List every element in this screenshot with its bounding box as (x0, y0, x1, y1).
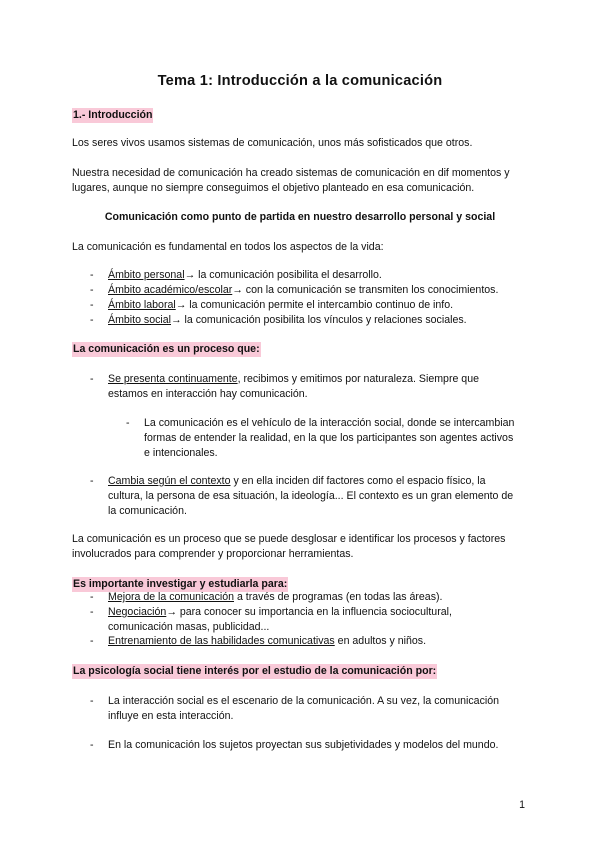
list-item-term: Mejora de la comunicación (108, 591, 235, 603)
bullet: - (90, 284, 94, 296)
list-item-text: → la comunicación posibilita los vínculos y relaciones sociales. (171, 314, 467, 326)
page-title: Tema 1: Introducción a la comunicación (157, 73, 443, 89)
list-item-text: → con la comunicación se transmiten los conocimientos. (232, 284, 499, 296)
bullet: - (90, 373, 94, 385)
list-item-text: en adultos y niños. (334, 635, 427, 647)
bullet: - (90, 299, 94, 311)
bullet: - (90, 475, 94, 487)
bullet: - (90, 635, 94, 647)
list-item (108, 283, 528, 298)
section-heading-text: La comunicación es un proceso que: (73, 343, 260, 355)
list-item-term: Cambia según el contexto (108, 475, 231, 487)
list-item-term: Ámbito personal (108, 269, 185, 281)
list-item-text: → la comunicación permite el intercambio continuo de info. (175, 299, 454, 311)
bullet: - (90, 591, 94, 603)
list-item (108, 268, 528, 283)
list-item-term: Entrenamiento de las habilidades comunicativas (108, 635, 335, 647)
list-item-term: Ámbito social (108, 314, 171, 326)
list-item-text: a través de programas (en todas las áreas). (234, 591, 443, 603)
bullet: - (126, 417, 130, 429)
intro-paragraph-1: Los seres vivos usamos sistemas de comunicación, unos más sofisticados que otros. (72, 137, 473, 149)
intro-paragraph-2: Nuestra necesidad de comunicación ha creado sistemas de comunicación en dif momentos y lugares, aunque no siempre conseguimos el objetivo planteado en esa comunicación. (72, 167, 510, 194)
section-heading-text: 1.- Introducción (73, 109, 153, 121)
list-item (108, 634, 528, 649)
sub-list-item: La comunicación es el vehículo de la interacción social, donde se intercambian formas de entender la realidad, en la que los participantes son agentes activos e intencionales. (144, 417, 515, 459)
section-heading-introduccion (72, 108, 528, 123)
list-item-term: Negociación (108, 606, 167, 618)
list-item-term: Se presenta continuamente (108, 373, 238, 385)
subheading: Comunicación como punto de partida en nuestro desarrollo personal y social (104, 211, 496, 223)
list-item (108, 474, 520, 519)
proceso-paragraph: La comunicación es un proceso que se puede desglosar e identificar los procesos y factores involucrados para comprender y proporcionar herramientas. (72, 533, 506, 560)
list-item-term: Ámbito académico/escolar (108, 284, 233, 296)
list-item-text: , recibimos y emitimos por naturaleza. Siempre que estamos en interacción hay comunicación. (108, 373, 479, 400)
section-heading-text: Es importante investigar y estudiarla para: (73, 578, 288, 590)
list-item (108, 590, 528, 605)
bullet: - (90, 739, 94, 751)
list-item-text: y en ella inciden dif factores como el espacio físico, la cultura, la persona de esa situación, la ideología... El contexto es un gran elemento de la comunicación. (108, 475, 514, 517)
list-item: La interacción social es el escenario de la comunicación. A su vez, la comunicación influye en esta interacción. (108, 695, 500, 722)
list-item (108, 372, 514, 402)
ambitos-intro: La comunicación es fundamental en todos los aspectos de la vida: (72, 241, 384, 253)
bullet: - (90, 695, 94, 707)
bullet: - (90, 314, 94, 326)
list-item: En la comunicación los sujetos proyectan sus subjetividades y modelos del mundo. (108, 739, 499, 751)
bullet: - (90, 606, 94, 618)
section-heading-text: La psicología social tiene interés por el estudio de la comunicación por: (73, 665, 437, 677)
list-item-term: Ámbito laboral (108, 299, 176, 311)
section-heading-psicologia (72, 664, 528, 679)
list-item (108, 298, 528, 313)
bullet: - (90, 269, 94, 281)
list-item-text: → la comunicación posibilita el desarrollo. (184, 269, 382, 281)
page-number: 1 (519, 799, 525, 811)
section-heading-proceso (72, 342, 528, 357)
list-item-text: → para conocer su importancia en la influencia sociocultural, comunicación masas, publicidad... (108, 606, 452, 633)
list-item (108, 605, 510, 635)
list-item (108, 313, 528, 328)
